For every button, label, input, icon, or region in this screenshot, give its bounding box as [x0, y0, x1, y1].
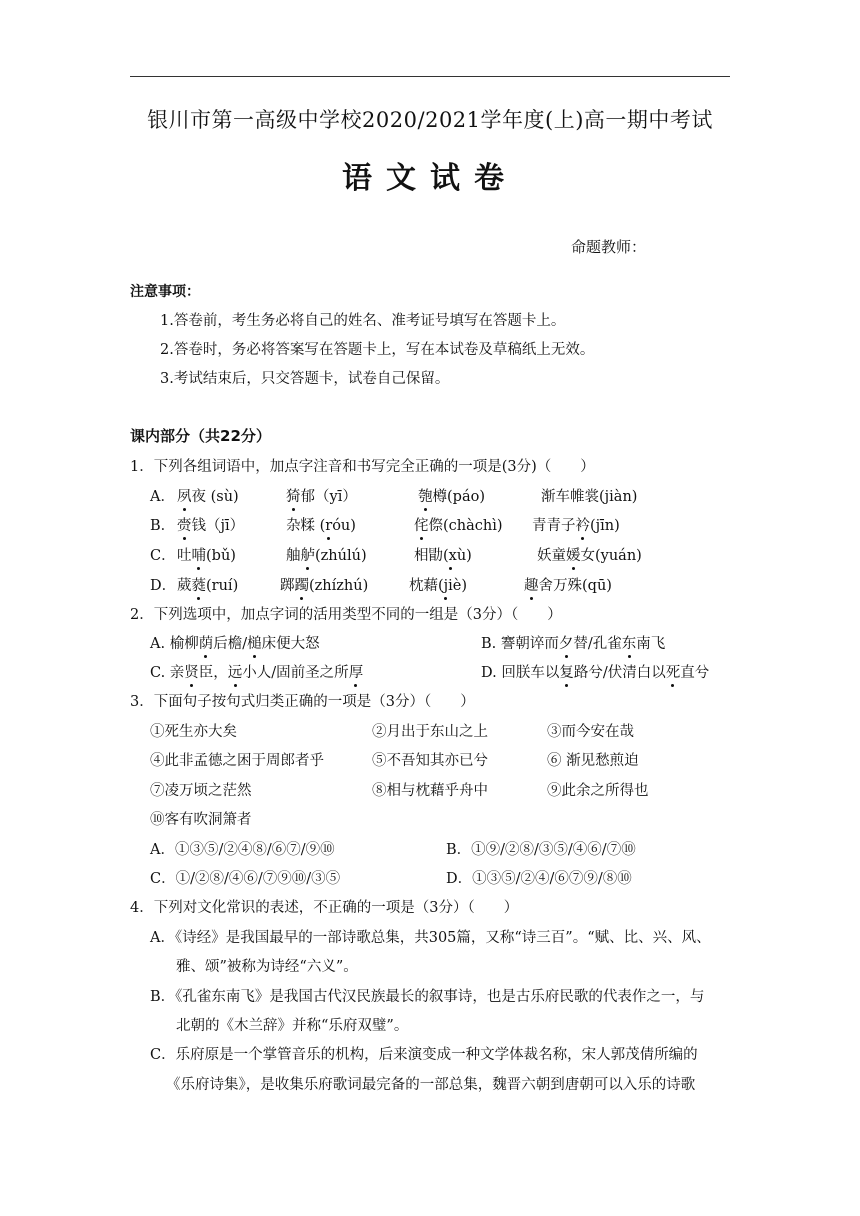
q1-c-2-a: 舳 [286, 548, 301, 564]
q1-d-2 [280, 576, 368, 596]
q1-b-3-dot: 侘 [414, 518, 429, 534]
q2-d-t4: 直兮 [680, 665, 710, 681]
q1-a-1-dot: 夙 [177, 489, 192, 505]
q2-option-b [481, 634, 665, 654]
q1-d-3-dot: 藉(jiè) [423, 578, 468, 594]
q4-stem: 4．下列对文化常识的表述，不正确的一项是（3分）（ ） [130, 900, 519, 916]
q1-b-1 [177, 516, 244, 536]
q4-line-2: 雅、颂”被称为诗经“六义”。 [176, 959, 358, 975]
q1-c-1-a: 吐 [177, 548, 192, 564]
q4-line-3: B．《孔雀东南飞》是我国古代汉民族最长的叙事诗，也是古乐府民歌的代表作之一，与 [150, 989, 705, 1005]
q2-c-dot1: 贤 [184, 665, 199, 681]
q2-b-t4: 南飞 [636, 636, 666, 652]
q1-c-4 [537, 546, 642, 566]
q4-line-5: C．乐府原是一个掌管音乐的机构，后来演变成一种文学体裁名称，宋人郭茂倩所编的 [150, 1047, 698, 1063]
exam-title: 语文试卷 [342, 161, 518, 196]
q1-b-4 [532, 516, 620, 536]
q4-line-6: 《乐府诗集》，是收集乐府歌词最完备的一部总集，魏晋六朝到唐朝可以入乐的诗歌 [166, 1077, 696, 1093]
q1-d-1-dot: 蕤 [191, 578, 206, 594]
q1-a-4-pinyin: jiàn) [604, 489, 638, 505]
q3-option-b: B．①⑨/②⑧/③⑤/④⑥/⑦⑩ [446, 842, 636, 858]
q1-b-1-rest: 钱（jī） [191, 518, 245, 534]
notice-title: 注意事项： [130, 284, 200, 300]
q3-item-9: ⑨此余之所得也 [547, 783, 649, 799]
q1-c-3 [414, 546, 472, 566]
q1-b-2-dot: 糅 (róu) [300, 518, 356, 534]
q1-a-3-dot: 匏 [418, 489, 433, 505]
q1-d-1-a: 葳 [177, 578, 192, 594]
q1-c-4-dot: 媛 [566, 548, 581, 564]
q1-d-1 [177, 576, 238, 596]
q1-stem: 1．下列各组词语中，加点字注音和书写完全正确的一项是(3分)（ ） [130, 459, 595, 475]
q1-c-4-a: 妖童 [537, 548, 566, 564]
q2-a-t0: A. 榆柳 [150, 636, 199, 652]
q3-item-1: ①死生亦大矣 [150, 724, 237, 740]
q1-c-label: C． [150, 548, 176, 564]
q4-line-4: 北朝的《木兰辞》并称“乐府双璧”。 [176, 1018, 409, 1034]
notice-item-3: 3.考试结束后，只交答题卡，试卷自己保留。 [160, 371, 450, 387]
q2-c-dot2: 远 [227, 665, 243, 681]
q1-b-3 [414, 516, 503, 536]
q1-c-4-rest: 女(yuán) [580, 548, 642, 564]
q3-stem: 3．下面句子按句式归类正确的一项是（3分）（ ） [130, 694, 475, 710]
q2-c-dot3: 厚 [348, 665, 364, 681]
q1-d-3 [409, 576, 467, 596]
q1-a-4-text: 渐车帷裳( [541, 489, 605, 505]
q3-item-7: ⑦凌万顷之茫然 [150, 783, 252, 799]
q1-b-1-dot: 赍 [177, 518, 192, 534]
q1-c-3-a: 相 [414, 548, 429, 564]
q1-a-3 [418, 487, 485, 507]
q3-option-a: A．①③⑤/②④⑧/⑥⑦/⑨⑩ [150, 842, 335, 858]
q1-c-1 [177, 546, 236, 566]
q1-a-1-rest: 夜 (sù) [191, 489, 239, 505]
q2-stem: 2．下列选项中，加点字词的活用类型不同的一组是（3分）（ ） [130, 607, 562, 623]
q1-d-2-pinyin: (zhízhú) [309, 578, 369, 594]
q1-a-2 [286, 487, 357, 507]
q2-c-t4: 小人/固前圣之所 [242, 665, 349, 681]
q3-item-4: ④此非孟德之困于周郎者乎 [150, 753, 324, 769]
header-rule [130, 76, 730, 77]
q2-b-dot1: 夕 [558, 636, 574, 652]
q1-d-2-a: 踯 [280, 578, 295, 594]
q3-item-8: ⑧相与枕藉乎舟中 [372, 783, 488, 799]
q1-c-2-pinyin: (zhúlú) [315, 548, 367, 564]
q1-b-3-rest: 傺(chàchì) [428, 518, 503, 534]
q1-a-2-rest: 郁（yī） [300, 489, 357, 505]
q1-d-2-dot: 躅 [294, 578, 309, 594]
notice-item-1: 1.答卷前，考生务必将自己的姓名、准考证号填写在答题卡上。 [160, 313, 566, 329]
q1-a-1 [177, 487, 239, 507]
q1-a-label: A． [150, 489, 175, 505]
q1-b-4-a: 青青子 [532, 518, 576, 534]
q3-item-10: ⑩客有吹洞箫者 [150, 812, 252, 828]
q2-option-a [150, 634, 320, 654]
q1-c-2-dot: 舻 [300, 548, 315, 564]
q3-item-6: ⑥ 渐见愁煎迫 [547, 753, 639, 769]
q2-b-t2: 替/孔雀 [573, 636, 622, 652]
q1-c-1-pinyin: (bǔ) [206, 548, 236, 564]
q1-d-1-pinyin: (ruí) [206, 578, 239, 594]
q1-d-label: D． [150, 578, 177, 594]
q1-b-4-dot: 衿 [575, 518, 590, 534]
q1-c-2 [286, 546, 367, 566]
q3-option-d: D．①③⑤/②④/⑥⑦⑨/⑧⑩ [446, 871, 632, 887]
q4-line-1: A．《诗经》是我国最早的一部诗歌总集，共305篇，又称“诗三百”。“赋、比、兴、风、 [150, 930, 711, 946]
q2-c-t2: 臣， [198, 665, 228, 681]
q1-d-4-rest: 舍万殊(qū) [538, 578, 612, 594]
q3-item-2: ②月出于东山之上 [372, 724, 488, 740]
q2-d-t2: 路兮/伏清白以 [573, 665, 666, 681]
q1-b-label: B． [150, 518, 176, 534]
q3-item-5: ⑤不吾知其亦已兮 [372, 753, 488, 769]
school-line: 银川市第一高级中学校2020/2021学年度(上)高一期中考试 [147, 108, 713, 132]
q1-d-4 [524, 576, 612, 596]
q1-c-1-dot: 哺 [191, 548, 206, 564]
section-title: 课内部分（共22分） [130, 427, 271, 445]
q2-d-t0: D. 回朕车以 [481, 665, 560, 681]
q1-a-4 [541, 487, 637, 507]
q2-d-dot2: 死 [665, 665, 681, 681]
q2-a-t2: 后檐/ [213, 636, 248, 652]
q2-option-d [481, 663, 709, 683]
q1-d-3-a: 枕 [409, 578, 424, 594]
q3-item-3: ③而今安在哉 [547, 724, 634, 740]
q2-a-t4: 床便大怒 [261, 636, 320, 652]
notice-item-2: 2.答卷时，务必将答案写在答题卡上，写在本试卷及草稿纸上无效。 [160, 342, 595, 358]
q2-c-t0: C. 亲 [150, 665, 185, 681]
q1-c-3-dot: 勖(xù) [428, 548, 472, 564]
q1-a-2-dot: 猗 [286, 489, 301, 505]
q1-a-3-rest: 樽(páo) [432, 489, 485, 505]
q2-b-t0: B. 謇朝谇而 [481, 636, 559, 652]
q1-b-4-pinyin: (jīn) [590, 518, 620, 534]
q2-option-c [150, 663, 363, 683]
q2-b-dot2: 东 [621, 636, 637, 652]
q2-a-dot2: 槌 [247, 636, 262, 652]
q2-d-dot1: 复 [559, 665, 574, 681]
q3-option-c: C．①/②⑧/④⑥/⑦⑨⑩/③⑤ [150, 871, 341, 887]
q1-d-4-dot: 趣 [524, 578, 539, 594]
teacher-label: 命题教师： [571, 238, 647, 256]
q1-b-2-a: 杂 [286, 518, 301, 534]
q1-b-2 [286, 516, 356, 536]
q2-a-dot1: 荫 [198, 636, 214, 652]
